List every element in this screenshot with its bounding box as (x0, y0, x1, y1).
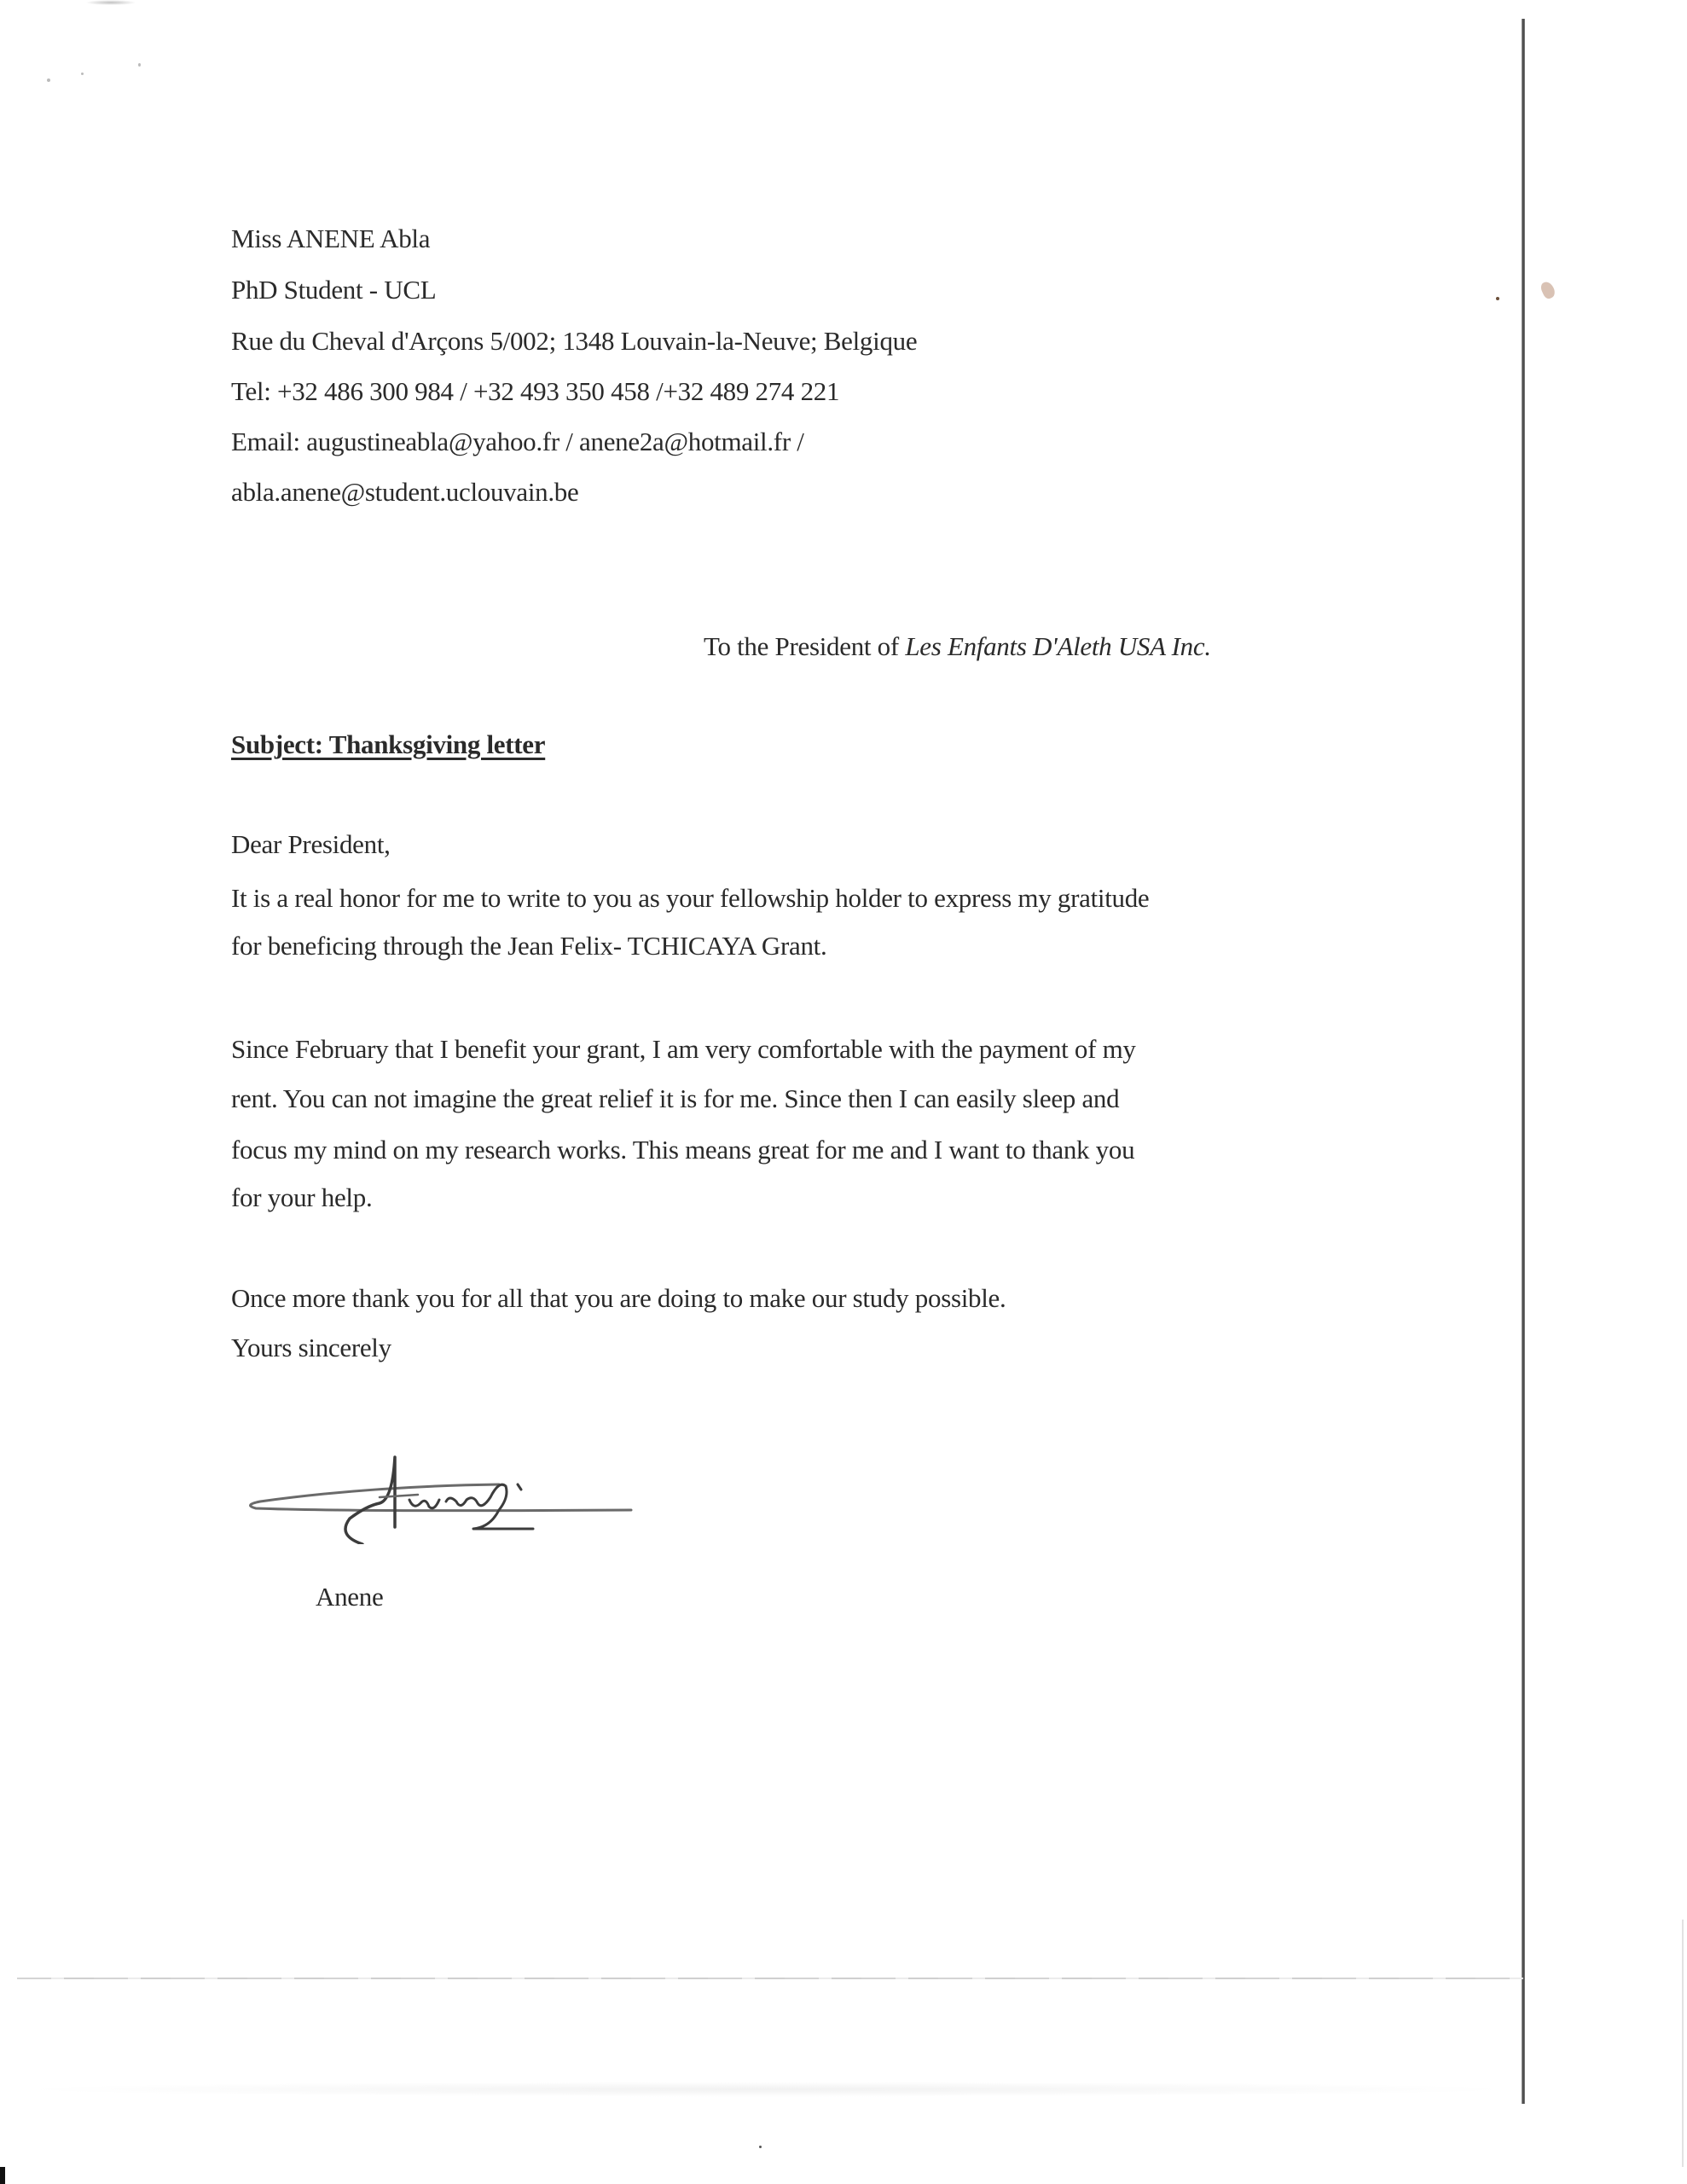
signatory-name: Anene (316, 1582, 384, 1612)
sender-address: Rue du Cheval d'Arçons 5/002; 1348 Louvain-la-Neuve; Belgique (231, 326, 918, 356)
bottom-rule-line (17, 1978, 1523, 1979)
scan-smudge (85, 0, 136, 5)
signature-crossbar-stroke (380, 1495, 418, 1497)
scan-speck (138, 63, 141, 67)
sender-position: PhD Student - UCL (231, 275, 437, 305)
paragraph-1-line-2: for beneficing through the Jean Felix- TCHICAYA Grant. (231, 931, 827, 961)
recipient-line (704, 630, 1211, 664)
recipient-organization: Les Enfants D'Aleth USA Inc. (905, 631, 1211, 661)
sender-phones: Tel: +32 486 300 984 / +32 493 350 458 /+32 489 274 221 (231, 376, 840, 406)
paragraph-2-line-1: Since February that I benefit your grant, I am very comfortable with the payment of my (231, 1034, 1136, 1064)
letter-subject: Subject: Thanksgiving letter (231, 729, 546, 759)
paragraph-2-line-3: focus my mind on my research works. This means great for me and I want to thank you (231, 1135, 1135, 1165)
signature-underline-stroke (251, 1484, 631, 1511)
signature-dot-stroke (518, 1484, 521, 1490)
handwritten-signature (243, 1450, 635, 1544)
right-margin-line (1522, 19, 1525, 2104)
scan-noise-band (17, 2082, 1518, 2097)
paragraph-2-line-4: for your help. (231, 1182, 373, 1212)
scan-speck (1496, 297, 1499, 300)
paragraph-3-line-1: Once more thank you for all that you are doing to make our study possible. (231, 1283, 1006, 1313)
scan-speck (759, 2146, 762, 2148)
paragraph-2-line-2: rent. You can not imagine the great relief it is for me. Since then I can easily sleep and (231, 1083, 1120, 1113)
signature-cursive-stroke (409, 1484, 533, 1529)
closing: Yours sincerely (231, 1333, 391, 1362)
scan-speck (81, 73, 84, 75)
recipient-prefix: To the President of (704, 631, 906, 661)
salutation: Dear President, (231, 829, 391, 859)
sender-emails-line-1: Email: augustineabla@yahoo.fr / anene2a@hotmail.fr / (231, 427, 804, 456)
scan-corner-mark (0, 2167, 5, 2184)
sender-emails-line-2: abla.anene@student.uclouvain.be (231, 477, 579, 507)
scan-stain (1539, 280, 1557, 300)
paragraph-1-line-1: It is a real honor for me to write to you as your fellowship holder to express my gratitude (231, 883, 1150, 913)
scan-speck (47, 78, 50, 82)
sender-name: Miss ANENE Abla (231, 224, 431, 253)
signature-letter-a-stroke (345, 1457, 395, 1544)
page-edge-line (1682, 1920, 1684, 2167)
